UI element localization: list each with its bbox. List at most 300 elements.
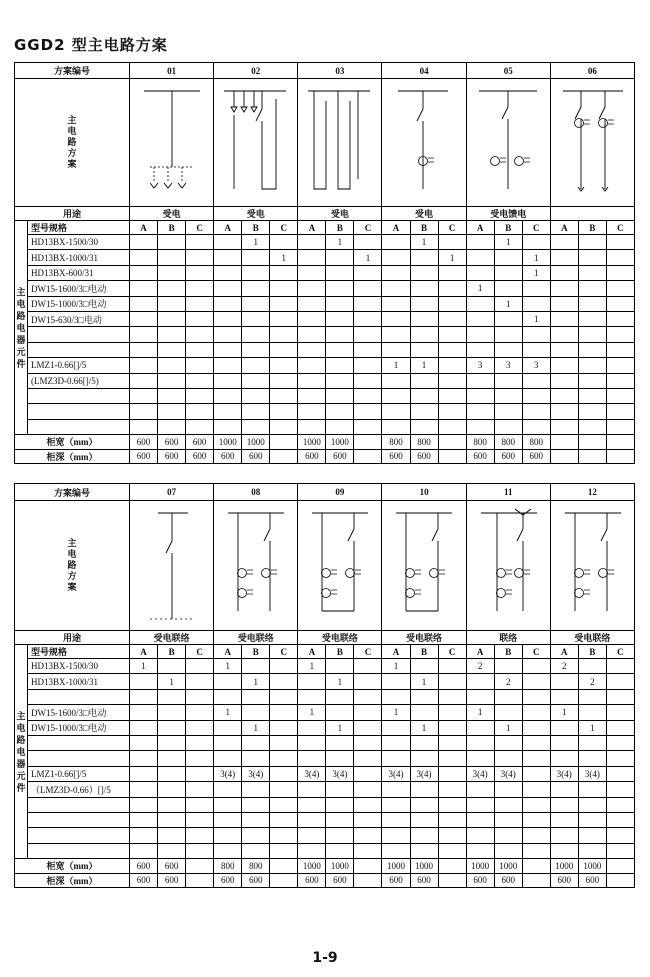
phase-header: B xyxy=(410,645,438,659)
quantity-cell xyxy=(186,358,214,373)
quantity-cell xyxy=(298,843,326,858)
circuit-label: 主 电 路 方 案 xyxy=(15,79,130,207)
quantity-cell xyxy=(354,720,382,735)
quantity-cell: 3(4) xyxy=(410,766,438,781)
scheme-purpose: 受电联络 xyxy=(214,631,298,645)
width-cell xyxy=(186,859,214,874)
quantity-cell xyxy=(130,797,158,812)
quantity-cell xyxy=(130,828,158,843)
quantity-cell xyxy=(550,235,578,250)
quantity-cell xyxy=(186,419,214,434)
quantity-cell: 1 xyxy=(410,674,438,689)
quantity-cell xyxy=(578,250,606,265)
quantity-cell xyxy=(410,250,438,265)
quantity-cell xyxy=(326,419,354,434)
quantity-cell xyxy=(186,797,214,812)
width-cell: 1000 xyxy=(466,859,494,874)
table-row xyxy=(15,388,635,403)
quantity-cell xyxy=(326,828,354,843)
quantity-cell xyxy=(382,327,410,342)
circuit-diagram-cell xyxy=(466,79,550,207)
quantity-cell xyxy=(354,281,382,296)
quantity-cell xyxy=(550,419,578,434)
quantity-cell xyxy=(438,388,466,403)
depth-cell: 600 xyxy=(242,449,270,464)
depth-cell: 600 xyxy=(410,873,438,888)
quantity-cell xyxy=(298,265,326,280)
quantity-cell xyxy=(158,358,186,373)
quantity-cell xyxy=(186,720,214,735)
scheme-no: 07 xyxy=(130,484,214,501)
quantity-cell xyxy=(606,358,634,373)
quantity-cell: 1 xyxy=(242,674,270,689)
quantity-cell xyxy=(382,812,410,827)
quantity-cell xyxy=(410,296,438,311)
quantity-cell xyxy=(410,782,438,797)
scheme-purpose: 受电 xyxy=(130,207,214,221)
depth-label: 柜深（mm） xyxy=(15,449,130,464)
quantity-cell xyxy=(158,735,186,750)
depth-cell: 600 xyxy=(158,873,186,888)
quantity-cell: 1 xyxy=(242,720,270,735)
quantity-cell xyxy=(186,311,214,326)
quantity-cell xyxy=(606,388,634,403)
model-name: HD13BX-1000/31 xyxy=(28,250,130,265)
scheme-purpose: 受电联络 xyxy=(130,631,214,645)
scheme-no-label: 方案编号 xyxy=(15,484,130,501)
quantity-cell xyxy=(438,720,466,735)
circuit-diagram-cell xyxy=(298,501,382,631)
quantity-cell xyxy=(522,843,550,858)
quantity-cell xyxy=(578,659,606,674)
quantity-cell xyxy=(270,828,298,843)
quantity-cell xyxy=(522,766,550,781)
quantity-cell xyxy=(494,797,522,812)
quantity-cell xyxy=(438,235,466,250)
quantity-cell xyxy=(382,373,410,388)
model-name xyxy=(28,797,130,812)
phase-header: C xyxy=(522,221,550,235)
scheme-purpose: 受电 xyxy=(298,207,382,221)
quantity-cell xyxy=(354,419,382,434)
table-row xyxy=(15,358,635,373)
quantity-cell xyxy=(494,265,522,280)
quantity-cell xyxy=(298,388,326,403)
quantity-cell xyxy=(158,782,186,797)
width-cell xyxy=(606,859,634,874)
quantity-cell: 3 xyxy=(522,358,550,373)
phase-header: B xyxy=(494,221,522,235)
quantity-cell xyxy=(494,705,522,720)
quantity-cell xyxy=(186,659,214,674)
width-cell: 800 xyxy=(382,435,410,450)
phase-header: B xyxy=(242,221,270,235)
width-cell: 1000 xyxy=(242,435,270,450)
quantity-cell: 1 xyxy=(298,659,326,674)
quantity-cell xyxy=(494,342,522,357)
quantity-cell xyxy=(158,373,186,388)
circuit-diagram xyxy=(467,501,551,629)
quantity-cell xyxy=(550,843,578,858)
quantity-cell xyxy=(186,296,214,311)
depth-label: 柜深（mm） xyxy=(15,873,130,888)
circuit-diagram xyxy=(130,79,214,205)
quantity-cell xyxy=(242,689,270,704)
width-cell xyxy=(270,859,298,874)
quantity-cell: 1 xyxy=(382,705,410,720)
scheme-purpose: 受电馈电 xyxy=(466,207,550,221)
circuit-diagram xyxy=(551,79,635,205)
depth-cell: 600 xyxy=(522,449,550,464)
depth-cell xyxy=(186,873,214,888)
phase-header: B xyxy=(326,221,354,235)
scheme-purpose: 受电联络 xyxy=(382,631,466,645)
model-name: HD13BX-1000/31 xyxy=(28,674,130,689)
purpose-label: 用途 xyxy=(15,631,130,645)
quantity-cell xyxy=(550,751,578,766)
width-cell xyxy=(522,859,550,874)
width-cell: 800 xyxy=(242,859,270,874)
quantity-cell xyxy=(522,373,550,388)
quantity-cell xyxy=(410,659,438,674)
quantity-cell xyxy=(522,342,550,357)
quantity-cell xyxy=(270,782,298,797)
table-row xyxy=(15,689,635,704)
quantity-cell xyxy=(354,327,382,342)
quantity-cell xyxy=(578,689,606,704)
phase-header: A xyxy=(466,221,494,235)
quantity-cell xyxy=(494,812,522,827)
model-name xyxy=(28,843,130,858)
quantity-cell xyxy=(522,404,550,419)
quantity-cell xyxy=(606,250,634,265)
quantity-cell xyxy=(494,404,522,419)
quantity-cell xyxy=(130,419,158,434)
quantity-cell xyxy=(550,265,578,280)
quantity-cell xyxy=(354,782,382,797)
phase-header: C xyxy=(186,221,214,235)
width-cell: 600 xyxy=(158,435,186,450)
quantity-cell xyxy=(578,342,606,357)
quantity-cell xyxy=(438,327,466,342)
quantity-cell xyxy=(550,311,578,326)
quantity-cell xyxy=(606,828,634,843)
quantity-cell: 3(4) xyxy=(326,766,354,781)
depth-cell xyxy=(270,873,298,888)
quantity-cell xyxy=(158,281,186,296)
quantity-cell xyxy=(298,828,326,843)
quantity-cell xyxy=(410,689,438,704)
quantity-cell xyxy=(186,327,214,342)
quantity-cell xyxy=(522,751,550,766)
width-cell: 1000 xyxy=(410,859,438,874)
quantity-cell xyxy=(438,296,466,311)
table-row xyxy=(15,782,635,797)
quantity-cell xyxy=(382,296,410,311)
depth-cell: 600 xyxy=(186,449,214,464)
circuit-diagram xyxy=(551,501,635,629)
quantity-cell xyxy=(466,311,494,326)
quantity-cell xyxy=(270,720,298,735)
quantity-cell xyxy=(410,751,438,766)
quantity-cell xyxy=(242,311,270,326)
quantity-cell xyxy=(466,843,494,858)
quantity-cell xyxy=(354,828,382,843)
width-cell: 1000 xyxy=(550,859,578,874)
quantity-cell xyxy=(466,674,494,689)
quantity-cell xyxy=(606,419,634,434)
quantity-cell xyxy=(130,327,158,342)
scheme-no: 06 xyxy=(550,63,634,79)
quantity-cell xyxy=(130,782,158,797)
quantity-cell xyxy=(438,265,466,280)
quantity-cell xyxy=(606,766,634,781)
phase-header: B xyxy=(242,645,270,659)
quantity-cell xyxy=(186,828,214,843)
quantity-cell xyxy=(130,311,158,326)
quantity-cell xyxy=(214,419,242,434)
quantity-cell xyxy=(606,296,634,311)
quantity-cell xyxy=(466,265,494,280)
quantity-cell xyxy=(326,659,354,674)
quantity-cell: 3 xyxy=(494,358,522,373)
width-cell: 800 xyxy=(410,435,438,450)
quantity-cell xyxy=(382,250,410,265)
quantity-cell xyxy=(214,828,242,843)
quantity-cell xyxy=(326,281,354,296)
quantity-cell xyxy=(214,674,242,689)
quantity-cell xyxy=(354,705,382,720)
quantity-cell xyxy=(522,674,550,689)
quantity-cell xyxy=(298,735,326,750)
table-row xyxy=(15,327,635,342)
quantity-cell: 1 xyxy=(130,659,158,674)
quantity-cell xyxy=(410,419,438,434)
model-name: DW15-1600/3□电动 xyxy=(28,281,130,296)
phase-header: C xyxy=(354,645,382,659)
quantity-cell xyxy=(578,235,606,250)
quantity-cell xyxy=(382,751,410,766)
quantity-cell xyxy=(550,388,578,403)
quantity-cell xyxy=(186,265,214,280)
quantity-cell xyxy=(550,689,578,704)
phase-header: C xyxy=(606,221,634,235)
phase-header: A xyxy=(214,221,242,235)
model-name: (LMZ3D-0.66[]/5) xyxy=(28,373,130,388)
quantity-cell: 1 xyxy=(214,659,242,674)
quantity-cell xyxy=(214,373,242,388)
phase-header: A xyxy=(382,221,410,235)
quantity-cell xyxy=(354,342,382,357)
quantity-cell xyxy=(606,843,634,858)
phase-header: C xyxy=(522,645,550,659)
quantity-cell xyxy=(522,659,550,674)
quantity-cell xyxy=(158,828,186,843)
quantity-cell xyxy=(382,281,410,296)
table-row xyxy=(15,311,635,326)
quantity-cell xyxy=(438,659,466,674)
quantity-cell xyxy=(578,751,606,766)
model-name xyxy=(28,419,130,434)
quantity-cell xyxy=(214,751,242,766)
quantity-cell xyxy=(270,751,298,766)
model-name: HD13BX-600/31 xyxy=(28,265,130,280)
quantity-cell xyxy=(494,419,522,434)
quantity-cell xyxy=(270,705,298,720)
model-name: DW15-630/3□电动 xyxy=(28,311,130,326)
quantity-cell xyxy=(466,235,494,250)
phase-header: A xyxy=(214,645,242,659)
quantity-cell xyxy=(438,281,466,296)
purpose-label: 用途 xyxy=(15,207,130,221)
quantity-cell xyxy=(606,720,634,735)
quantity-cell xyxy=(130,843,158,858)
quantity-cell xyxy=(186,373,214,388)
quantity-cell xyxy=(242,342,270,357)
quantity-cell: 3(4) xyxy=(242,766,270,781)
circuit-diagram-cell xyxy=(550,501,634,631)
phase-header: C xyxy=(438,645,466,659)
quantity-cell xyxy=(186,782,214,797)
quantity-cell xyxy=(466,388,494,403)
circuit-diagram-cell xyxy=(550,79,634,207)
quantity-cell xyxy=(270,689,298,704)
quantity-cell xyxy=(270,797,298,812)
quantity-cell xyxy=(410,828,438,843)
quantity-cell xyxy=(214,388,242,403)
table-row xyxy=(15,296,635,311)
quantity-cell xyxy=(214,358,242,373)
phase-header: A xyxy=(550,221,578,235)
quantity-cell xyxy=(298,281,326,296)
quantity-cell: 1 xyxy=(578,720,606,735)
quantity-cell xyxy=(438,782,466,797)
depth-cell: 600 xyxy=(242,873,270,888)
width-cell xyxy=(578,435,606,450)
depth-cell xyxy=(606,873,634,888)
depth-cell: 600 xyxy=(214,873,242,888)
quantity-cell xyxy=(522,828,550,843)
table-row xyxy=(15,250,635,265)
quantity-cell xyxy=(242,782,270,797)
quantity-cell xyxy=(186,404,214,419)
quantity-cell xyxy=(382,828,410,843)
table-row xyxy=(15,373,635,388)
quantity-cell xyxy=(270,843,298,858)
table-row xyxy=(15,404,635,419)
quantity-cell: 3(4) xyxy=(550,766,578,781)
quantity-cell xyxy=(410,373,438,388)
width-cell xyxy=(550,435,578,450)
depth-cell xyxy=(606,449,634,464)
quantity-cell xyxy=(550,735,578,750)
model-name: DW15-1000/3□电动 xyxy=(28,720,130,735)
circuit-label: 主 电 路 方 案 xyxy=(15,501,130,631)
scheme-no: 12 xyxy=(550,484,634,501)
quantity-cell xyxy=(550,720,578,735)
quantity-cell: 1 xyxy=(270,250,298,265)
quantity-cell xyxy=(550,797,578,812)
quantity-cell xyxy=(382,419,410,434)
quantity-cell xyxy=(298,751,326,766)
quantity-cell xyxy=(186,735,214,750)
quantity-cell xyxy=(438,358,466,373)
circuit-diagram xyxy=(214,79,298,205)
width-cell: 1000 xyxy=(326,435,354,450)
quantity-cell xyxy=(494,311,522,326)
quantity-cell xyxy=(158,404,186,419)
quantity-cell xyxy=(578,843,606,858)
quantity-cell xyxy=(494,281,522,296)
quantity-cell xyxy=(270,419,298,434)
table-row xyxy=(15,342,635,357)
quantity-cell xyxy=(130,751,158,766)
model-name xyxy=(28,689,130,704)
quantity-cell xyxy=(214,265,242,280)
quantity-cell xyxy=(522,689,550,704)
quantity-cell xyxy=(522,735,550,750)
quantity-cell xyxy=(466,828,494,843)
quantity-cell xyxy=(578,404,606,419)
width-cell xyxy=(354,859,382,874)
depth-cell: 600 xyxy=(326,449,354,464)
quantity-cell xyxy=(410,342,438,357)
quantity-cell xyxy=(438,812,466,827)
quantity-cell xyxy=(466,404,494,419)
quantity-cell xyxy=(214,404,242,419)
quantity-cell xyxy=(242,797,270,812)
quantity-cell xyxy=(130,735,158,750)
quantity-cell xyxy=(158,720,186,735)
quantity-cell: 1 xyxy=(466,705,494,720)
quantity-cell: 2 xyxy=(578,674,606,689)
quantity-cell xyxy=(606,735,634,750)
phase-header: A xyxy=(298,221,326,235)
quantity-cell xyxy=(326,812,354,827)
quantity-cell xyxy=(578,358,606,373)
scheme-purpose: 联络 xyxy=(466,631,550,645)
quantity-cell xyxy=(298,250,326,265)
table-row xyxy=(15,281,635,296)
quantity-cell xyxy=(186,281,214,296)
quantity-cell xyxy=(242,281,270,296)
quantity-cell xyxy=(606,812,634,827)
phase-header: A xyxy=(298,645,326,659)
quantity-cell xyxy=(410,388,438,403)
quantity-cell xyxy=(382,735,410,750)
quantity-cell xyxy=(578,373,606,388)
quantity-cell xyxy=(578,265,606,280)
quantity-cell xyxy=(130,404,158,419)
depth-cell xyxy=(578,449,606,464)
quantity-cell xyxy=(270,735,298,750)
quantity-cell xyxy=(242,843,270,858)
quantity-cell xyxy=(382,342,410,357)
quantity-cell xyxy=(522,782,550,797)
phase-header: C xyxy=(354,221,382,235)
quantity-cell xyxy=(606,689,634,704)
scheme-no-label: 方案编号 xyxy=(15,63,130,79)
quantity-cell xyxy=(158,265,186,280)
model-name xyxy=(28,327,130,342)
depth-cell: 600 xyxy=(214,449,242,464)
depth-cell: 600 xyxy=(494,873,522,888)
phase-header: A xyxy=(130,645,158,659)
quantity-cell: 3(4) xyxy=(298,766,326,781)
quantity-cell xyxy=(130,296,158,311)
quantity-cell xyxy=(214,342,242,357)
quantity-cell xyxy=(522,705,550,720)
